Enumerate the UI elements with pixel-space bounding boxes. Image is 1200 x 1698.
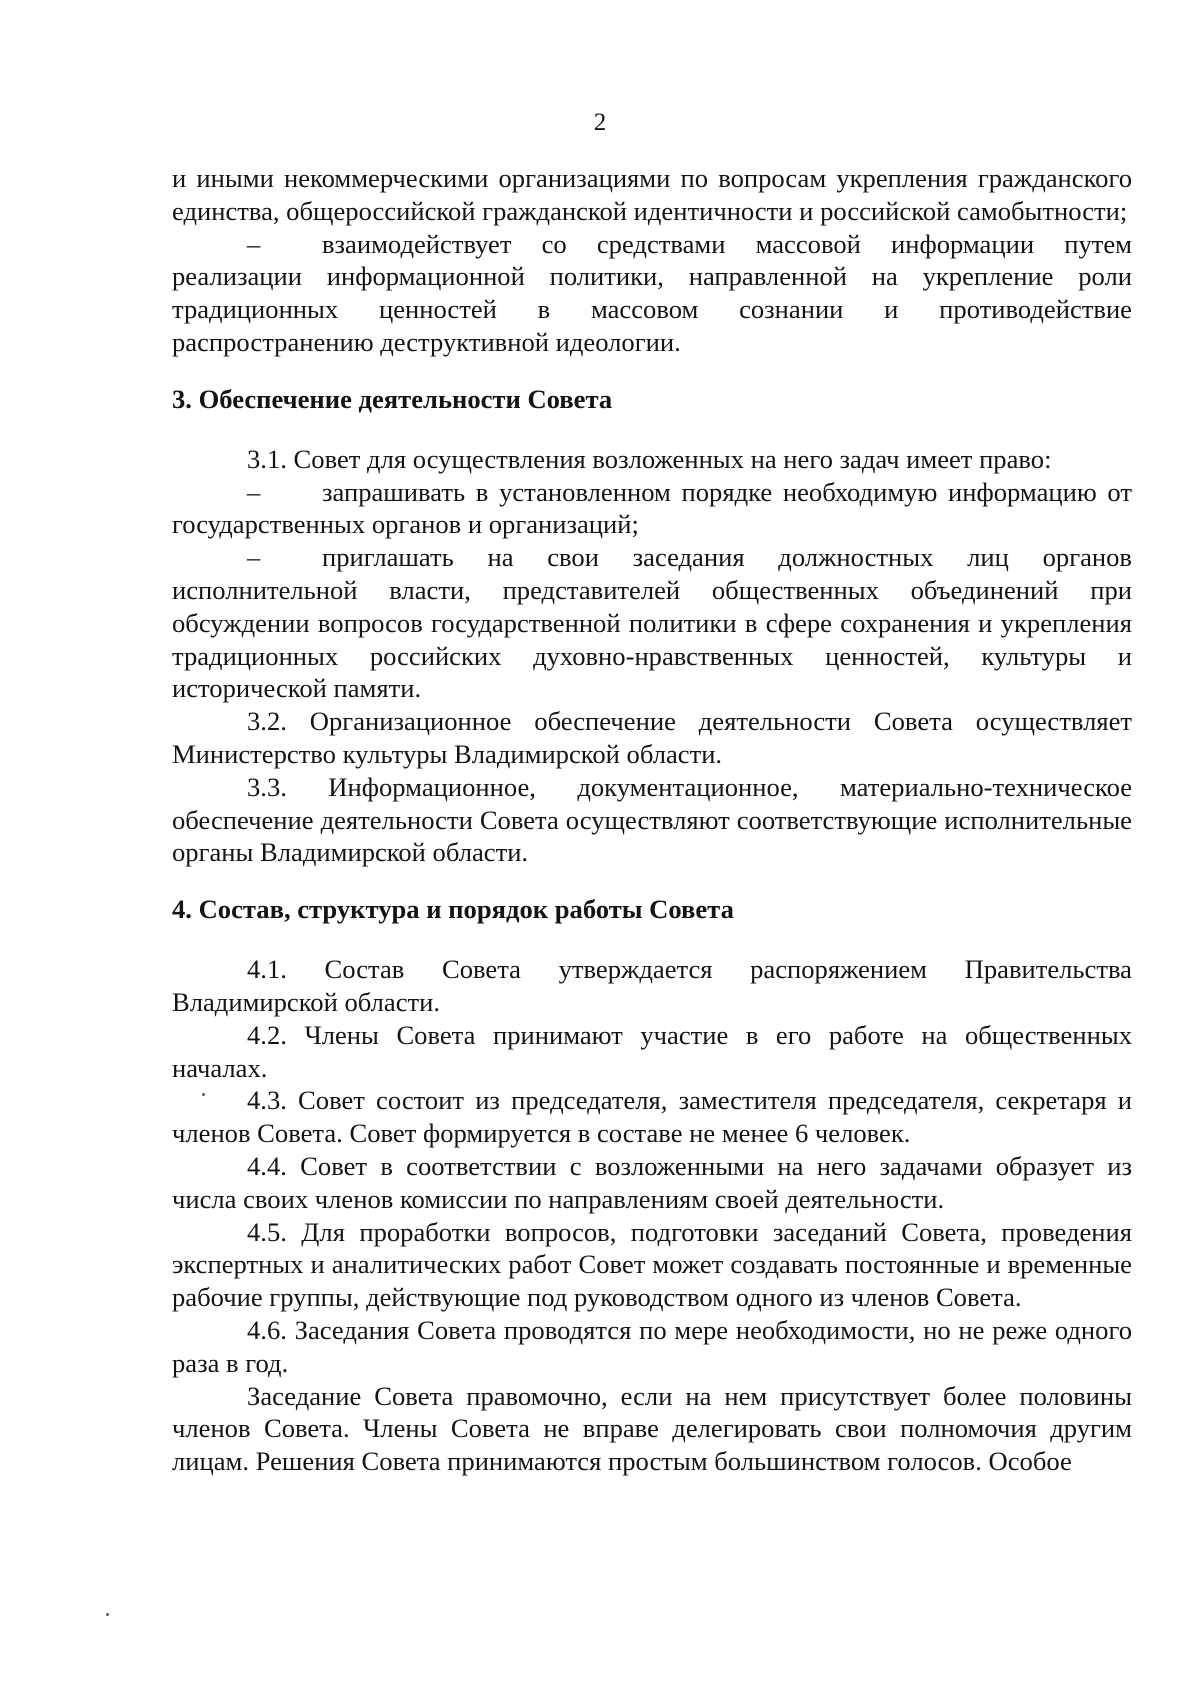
paragraph-3-2: 3.2. Организационное обеспечение деятельности Совета осуществляет Министерство культуры Владимирской области.: [172, 706, 1132, 769]
paragraph-4-5: 4.5. Для проработки вопросов, подготовки заседаний Совета, проведения экспертных и аналитических работ Совет может создавать постоянные и временные рабочие группы, действующие под руководством одного из членов Совета.: [172, 1216, 1132, 1313]
dash-marker: –: [247, 476, 261, 507]
document-body: [172, 162, 1132, 1478]
paragraph-continuation: и иными некоммерческими организациями по вопросам укрепления гражданского единства, общероссийской гражданской идентичности и российской самобытности;: [172, 163, 1132, 226]
paragraph-dash-item: [172, 476, 1132, 542]
dash-marker: –: [247, 228, 261, 259]
scan-speck: [106, 1613, 109, 1616]
paragraph-dash-item: [172, 541, 1132, 705]
paragraph-3-1: 3.1. Совет для осуществления возложенных на него задач имеет право:: [247, 443, 1052, 474]
paragraph-4-4: 4.4. Совет в соответствии с возложенными на него задачами образует из числа своих членов комиссии по направлениям своей деятельности.: [172, 1150, 1132, 1214]
paragraph-dash-item: [172, 228, 1132, 359]
paragraph-text: взаимодействует со средствами массовой информации путем реализации информационной политики, направленной на укрепление роли традиционных ценностей в массовом сознании и противодействие распространению деструктивной идеологии.: [172, 228, 1132, 357]
dash-marker: –: [247, 542, 261, 573]
paragraph-quorum: Заседание Совета правомочно, если на нем присутствует более половины членов Совета. Члены Совета не вправе делегировать свои полномочия другим лицам. Решения Совета принимаются простым большинством голосов. Особое: [172, 1380, 1132, 1477]
section-heading-4: 4. Состав, структура и порядок работы Совета: [172, 894, 734, 925]
paragraph-text: приглашать на свои заседания должностных лиц органов исполнительной власти, представителей общественных объединений при обсуждении вопросов государственной политики в сфере сохранения и укрепления традиционных российских духовно-нравственных ценностей, культуры и исторической памяти.: [172, 542, 1132, 704]
paragraph-4-1: 4.1. Состав Совета утверждается распоряжением Правительства Владимирской области.: [172, 954, 1132, 1017]
paragraph-3-3: 3.3. Информационное, документационное, материально-техническое обеспечение деятельности Совета осуществляют соответствующие исполнительные органы Владимирской области.: [172, 771, 1132, 868]
page-number: 2: [593, 109, 607, 136]
paragraph-text: запрашивать в установленном порядке необходимую информацию от государственных органов и организаций;: [172, 476, 1132, 540]
paragraph-4-3: 4.3. Совет состоит из председателя, заместителя председателя, секретаря и членов Совета. Совет формируется в составе не менее 6 человек.: [172, 1085, 1132, 1149]
scan-speck: [202, 1093, 205, 1096]
paragraph-4-6: 4.6. Заседания Совета проводятся по мере необходимости, но не реже одного раза в год.: [172, 1314, 1132, 1378]
section-heading-3: 3. Обеспечение деятельности Совета: [172, 383, 613, 414]
paragraph-4-2: 4.2. Члены Совета принимают участие в его работе на общественных началах.: [172, 1019, 1132, 1083]
